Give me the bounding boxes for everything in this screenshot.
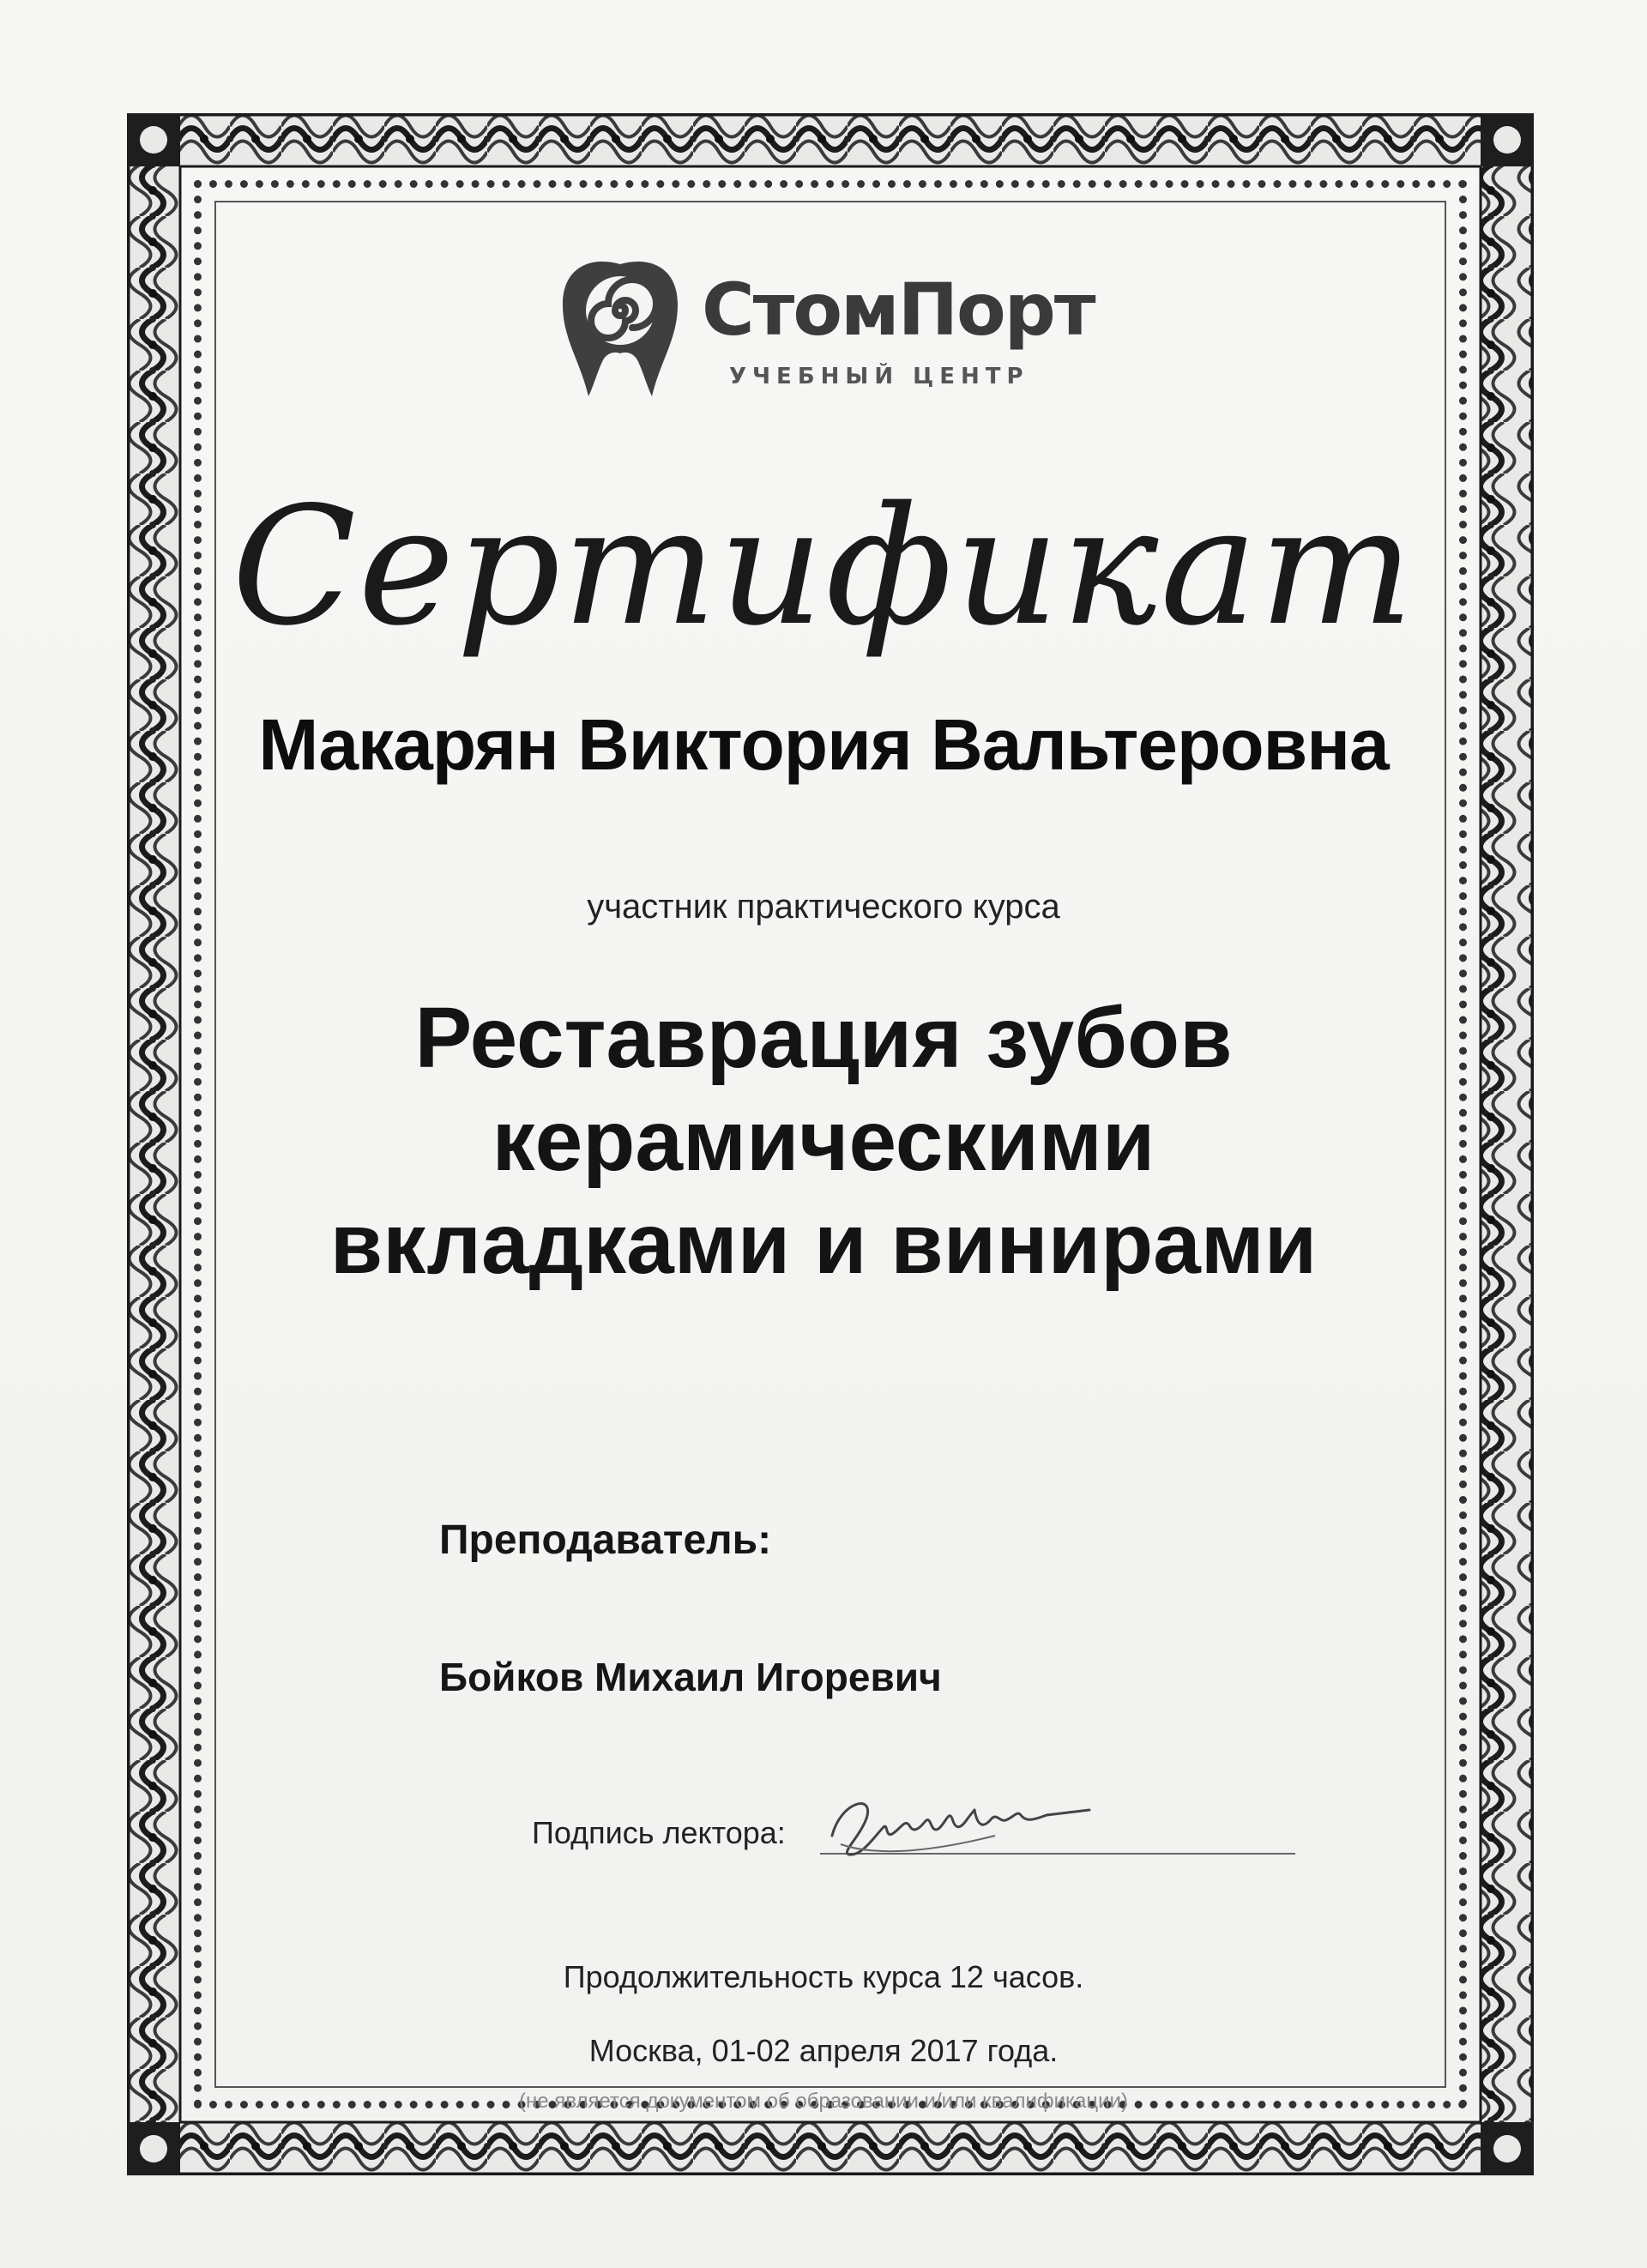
course-title-line: Реставрация зубов [414, 990, 1233, 1086]
lecturer-label: Преподаватель: [439, 1517, 772, 1563]
logo-subtitle: УЧЕБНЫЙ ЦЕНТР [729, 364, 1029, 389]
place-and-date: Москва, 01-02 апреля 2017 года. [588, 2033, 1059, 2068]
logo-name: СтомПорт [702, 268, 1095, 352]
course-duration: Продолжительность курса 12 часов. [563, 1959, 1084, 1994]
certificate-title: Сертификат [232, 472, 1415, 661]
course-title-line: вкладками и винирами [329, 1196, 1318, 1292]
lecturer-name: Бойков Михаил Игоревич [439, 1655, 942, 1699]
logo [556, 257, 1173, 412]
disclaimer: (не является документом об образовании и/или квалификации) [519, 2090, 1128, 2113]
handwritten-signature [824, 1784, 1098, 1861]
participant-text: участник практического курса [587, 888, 1060, 926]
course-title-line: керамическими [492, 1093, 1155, 1189]
tooth-spiral-icon [556, 257, 685, 403]
signature-row [532, 1784, 1304, 1861]
course-title [0, 986, 1647, 1295]
recipient-name: Макарян Виктория Вальтеровна [258, 704, 1389, 785]
signature-label: Подпись лектора: [532, 1815, 786, 1850]
